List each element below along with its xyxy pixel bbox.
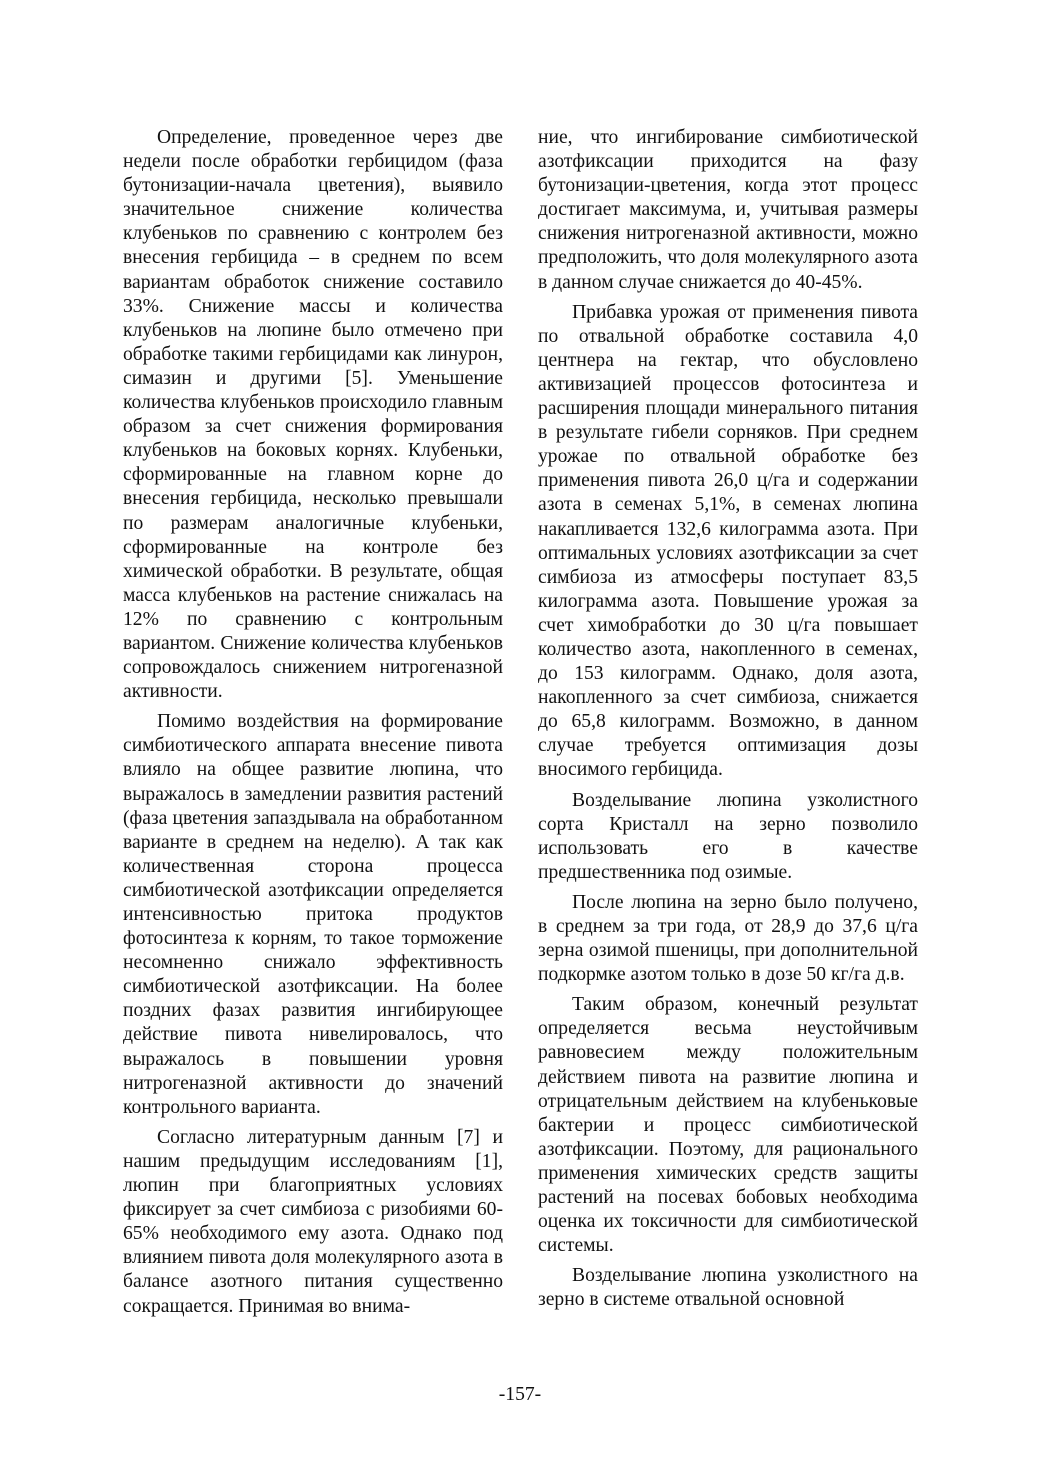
paragraph-plant-development: Помимо воздействия на формирование симбиотического аппарата внесение пивота влияло на общее развитие люпина, что выражалось в замедлении развития растений (фаза цветения запаздывала на обработанном варианте в среднем на неделю). А так как количественная сторона процесса симбиотической азотфиксации определяется интенсивностью притока продуктов фотосинтеза к корням, то такое торможение несомненно снижало эффективность симбиотической азотфиксации. На более поздних фазах развития ингибирующее действие пивота нивелировалось, что выражалось в повышении уровня нитрогеназной активности до значений контрольного варианта. bbox=[123, 711, 503, 1118]
right-column bbox=[538, 126, 918, 1319]
paragraph-predecessor: Возделывание люпина узколистного сорта Кристалл на зерно позволило использовать его в качестве предшественника под озимые. bbox=[538, 789, 918, 883]
paragraph-literature-data: Согласно литературным данным [7] и нашим предыдущим исследованиям [1], люпин при благоприятных условиях фиксирует за счет симбиоза с ризобиями 60-65% необходимого ему азота. Однако под влиянием пивота доля молекулярного азота в балансе азотного питания существенно сокращается. Принимая во внима- bbox=[123, 1126, 503, 1317]
paragraph-yield-increase: Прибавка урожая от применения пивота по отвальной обработке составила 4,0 центнера на гектар, что обусловлено активизацией процессов фотосинтеза и расширения площади минерального питания в результате гибели сорняков. При среднем урожае по отвальной обработке без применения пивота 26,0 ц/га и содержании азота в семенах 5,1%, в семенах люпина накапливается 132,6 килограмма азота. При оптимальных условиях азотфиксации за счет симбиоза из атмосферы поступает 83,5 килограмма азота. Повышение урожая за счет химобработки до 30 ц/га повышает количество азота, накопленного в семенах, до 153 килограмм. Однако, доля азота, накопленного за счет симбиоза, снижается до 65,8 килограмм. Возможно, в данном случае требуется оптимизация дозы вносимого гербицида. bbox=[538, 301, 918, 781]
paragraph-cultivation: Возделывание люпина узколистного на зерно в системе отвальной основной bbox=[538, 1265, 918, 1311]
paragraph-conclusion: Таким образом, конечный результат определяется весьма неустойчивым равновесием между положительным действием пивота на развитие люпина и отрицательным действием на клубеньковые бактерии и процесс симбиотической азотфиксации. Поэтому, для рационального применения химических средств защиты растений на посевах бобовых необходима оценка их токсичности для симбиотической системы. bbox=[538, 994, 918, 1257]
paragraph-continuation: ние, что ингибирование симбиотической азотфиксации приходится на фазу бутонизации-цветения, когда этот процесс достигает максимума, и, учитывая размеры снижения нитрогеназной активности, можно предположить, что доля молекулярного азота в данном случае снижается до 40-45%. bbox=[538, 127, 918, 293]
paragraph-wheat-yield: После люпина на зерно было получено, в среднем за три года, от 28,9 до 37,6 ц/га зерна озимой пшеницы, при дополнительной подкормке азотом только в дозе 50 кг/га д.в. bbox=[538, 891, 918, 986]
left-column bbox=[123, 126, 503, 1325]
paragraph-nodule-count: Определение, проведенное через две недели после обработки гербицидом (фаза бутонизации-начала цветения), выявило значительное снижение количества клубеньков по сравнению с контролем без внесения гербицида – в среднем по всем вариантам обработок снижение составило 33%. Снижение массы и количества клубеньков на люпине было отмечено при обработке такими гербицидами как линурон, симазин и другими [5]. Уменьшение количества клубеньков происходило главным образом за счет снижения формирования клубеньков на боковых корнях. Клубеньки, сформированные на главном корне до внесения гербицида, несколько превышали по размерам аналогичные клубеньки, сформированные на контроле без химической обработки. В результате, общая масса клубеньков на растение снижалась на 12% по сравнению с контрольным вариантом. Снижение количества клубеньков сопровождалось снижением нитрогеназной активности. bbox=[123, 127, 503, 703]
page-number: -157- bbox=[498, 1384, 542, 1405]
